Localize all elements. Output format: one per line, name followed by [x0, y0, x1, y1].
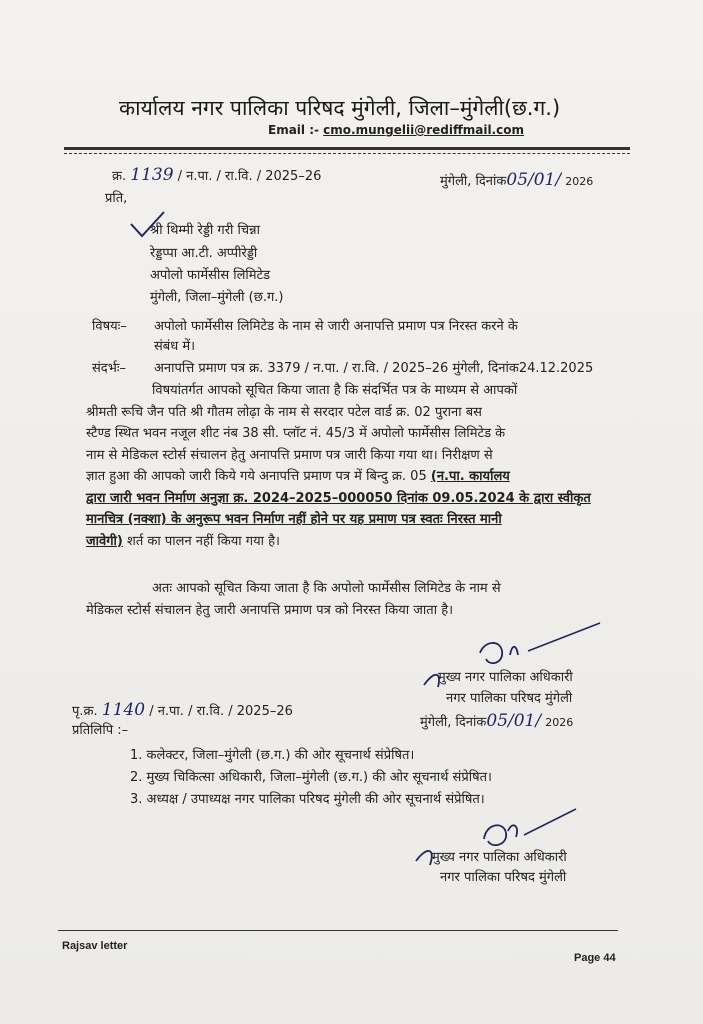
copy-item-3: 3. अध्यक्ष / उपाध्यक्ष नगर पालिका परिषद मुंगेली की ओर सूचनार्थ संप्रेषित। — [130, 792, 485, 807]
endorsement-code: / न.पा. / रा.वि. / 2025–26 — [149, 704, 293, 719]
email-address: cmo.mungelii@rediffmail.com — [323, 123, 524, 137]
subject-label: विषयः– — [92, 319, 127, 334]
condition-underlined-2: द्वारा जारी भवन निर्माण अनुज्ञा क्र. 2024–2025–000050 दिनांक 09.05.2024 के द्वारा स्वीकृत — [86, 490, 591, 506]
email-line — [268, 123, 524, 137]
condition-underlined-4: जावेगी) — [86, 533, 123, 549]
header-rule-dashed — [64, 153, 630, 154]
to-line-3: अपोलो फार्मेसीस लिमिटेड — [150, 268, 271, 283]
signature-1-year: 2026 — [545, 716, 574, 729]
copy-to-label: प्रतिलिपि :– — [72, 723, 129, 738]
ref-line — [112, 165, 321, 185]
header-rule — [64, 147, 630, 150]
to-line-4: मुंगेली, जिला–मुंगेली (छ.ग.) — [150, 290, 284, 305]
condition-tail: शर्त का पालन नहीं किया गया है। — [122, 533, 280, 549]
ref-date — [440, 170, 593, 190]
condition-underlined-1: (न.पा. कार्यालय — [430, 469, 510, 484]
signature-1-date-label: मुंगेली, दिनांक — [420, 715, 487, 730]
footer-left: Rajsav letter — [62, 940, 128, 952]
ref-prefix: क्र. — [112, 169, 127, 184]
signature-1-office: नगर पालिका परिषद मुंगेली — [446, 691, 573, 706]
body-line-4: नाम से मेडिकल स्टोर्स संचालन हेतु अनापत्ति प्रमाण पत्र जारी किया गया था। निरीक्षण से — [86, 447, 493, 463]
copy-item-2: 2. मुख्य चिकित्सा अधिकारी, जिला–मुंगेली (छ.ग.) की ओर सूचनार्थ संप्रेषित। — [130, 770, 492, 785]
endorsement-ref — [72, 700, 293, 720]
body-p2-line-1: अतः आपको सूचित किया जाता है कि अपोलो फार्मेसीस लिमिटेड के नाम से — [152, 581, 501, 596]
ref-date-label: मुंगेली, दिनांक — [440, 174, 507, 189]
subject-line-2: संबंध में। — [154, 339, 196, 354]
body-line-1: विषयांतर्गत आपको सूचित किया जाता है कि संदर्भित पत्र के माध्यम से आपकों — [152, 383, 518, 398]
signature-1-date — [420, 711, 573, 731]
signature-2-designation: मुख्य नगर पालिका अधिकारी — [432, 850, 567, 865]
signature-2-office: नगर पालिका परिषद मुंगेली — [440, 870, 567, 885]
body-line-2: श्रीमती रूचि जैन पति श्री गौतम लोढ़ा के नाम से सरदार पटेल वार्ड क्र. 02 पुराना बस — [86, 404, 482, 420]
body-paragraph-1 — [86, 380, 626, 552]
office-title: कार्यालय नगर पालिका परिषद मुंगेली, जिला–मुंगेली(छ.ग.) — [119, 96, 561, 120]
endorsement-prefix: पृ.क्र. — [72, 704, 98, 719]
footer-page-number: Page 44 — [574, 952, 616, 964]
condition-underlined-3: मानचित्र (नक्शा) के अनुरूप भवन निर्माण नहीं होने पर यह प्रमाण पत्र स्वतः निरस्त मानी — [86, 512, 502, 527]
body-line-3: स्टैण्ड स्थित भवन नजूल शीट नंब 38 सी. प्लॉट नं. 45/3 में अपोलो फार्मेसीस लिमिटेड के — [86, 426, 506, 441]
reference-label: संदर्भः– — [92, 361, 126, 376]
ref-number-handwritten: 1139 — [130, 165, 174, 185]
footer-rule — [58, 930, 618, 931]
ref-code: / न.पा. / रा.वि. / 2025–26 — [177, 169, 322, 184]
signature-1-designation: मुख्य नगर पालिका अधिकारी — [438, 670, 573, 685]
to-label: प्रति, — [105, 191, 128, 206]
email-label: Email :- — [268, 123, 319, 137]
signature-1-date-handwritten: 05/01/ — [486, 711, 542, 731]
to-line-2: रेड्डप्पा आ.टी. अप्पीरेड्डी — [150, 246, 258, 261]
reference-text: अनापत्ति प्रमाण पत्र क्र. 3379 / न.पा. / रा.वि. / 2025–26 मुंगेली, दिनांक24.12.2025 — [154, 361, 594, 376]
ref-year: 2026 — [565, 175, 594, 188]
endorsement-number-handwritten: 1140 — [101, 700, 146, 720]
body-p2-line-2: मेडिकल स्टोर्स संचालन हेतु जारी अनापत्ति प्रमाण पत्र को निरस्त किया जाता है। — [86, 602, 454, 618]
ref-date-handwritten: 05/01/ — [506, 170, 562, 190]
copy-item-1: 1. कलेक्टर, जिला–मुंगेली (छ.ग.) की ओर सूचनार्थ संप्रेषित। — [130, 748, 415, 763]
to-line-1: श्री थिम्मी रेड्डी गरी चिन्ना — [150, 223, 260, 238]
subject-line-1: अपोलो फार्मेसीस लिमिटेड के नाम से जारी अनापत्ति प्रमाण पत्र निरस्त करने के — [154, 319, 518, 334]
body-line-5: ज्ञात हुआ की आपको जारी किये गये अनापत्ति प्रमाण पत्र में बिन्दु क्र. 05 — [86, 469, 427, 484]
